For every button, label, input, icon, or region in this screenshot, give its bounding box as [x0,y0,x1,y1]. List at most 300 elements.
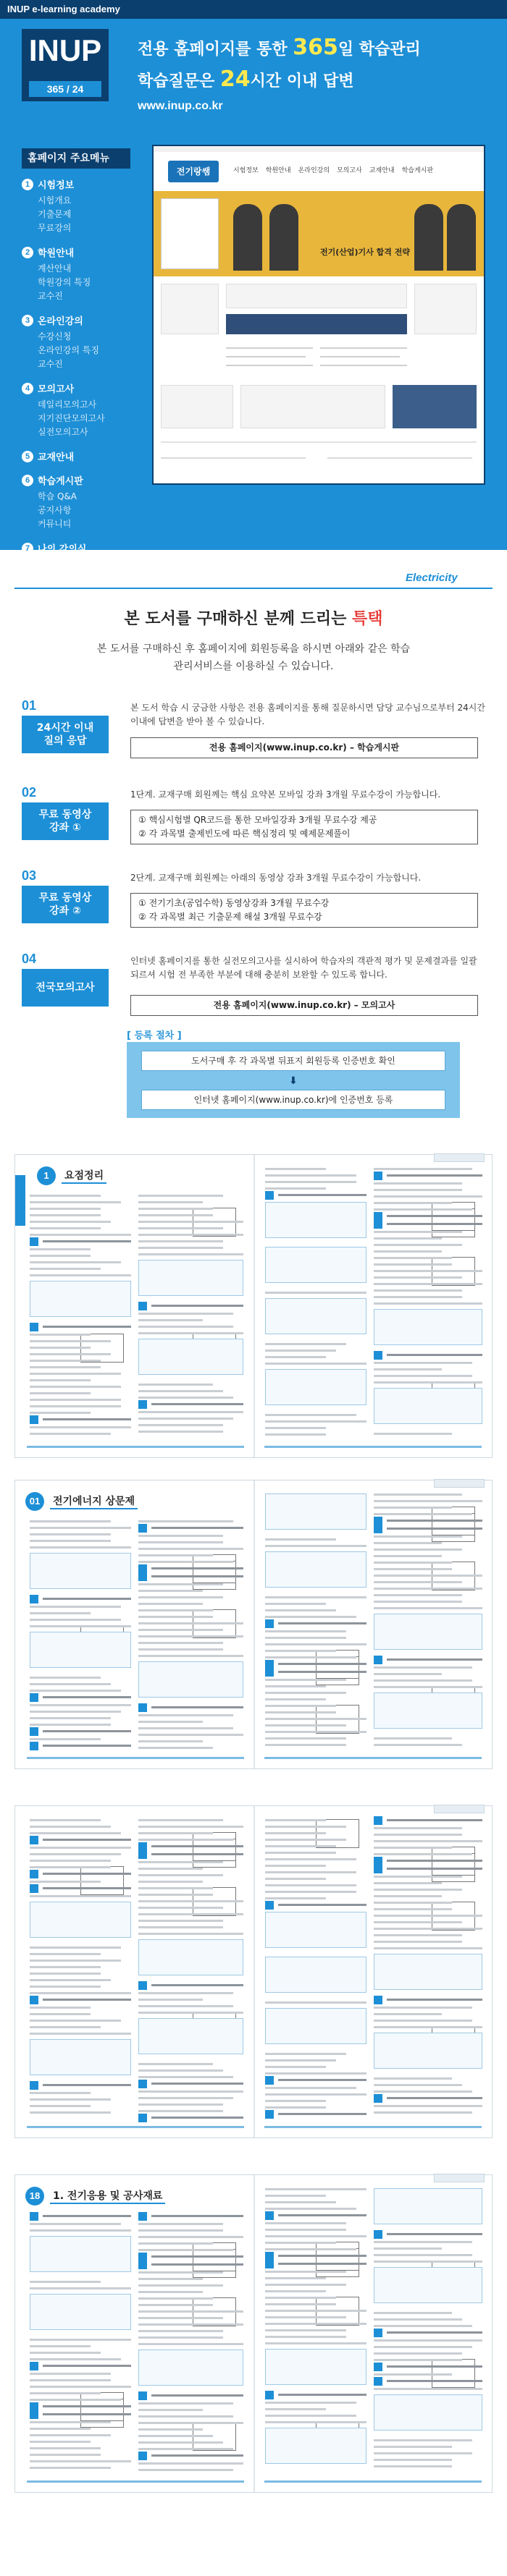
text-line [138,1548,243,1550]
text-line [265,1852,336,1854]
menu-item-label: 시험정보 [38,180,75,191]
text-line [265,1731,366,1733]
site-block [161,385,233,428]
text-line [138,1727,233,1729]
text-line [374,1928,482,1930]
text-line [265,2072,366,2075]
text-line [30,2026,101,2028]
menu-item-label: 학원안내 [38,248,75,259]
text-line [374,1934,462,1936]
benefit-label [22,886,109,923]
question-text-line [387,1819,482,1821]
menu-item-label: 교재안내 [38,452,75,463]
text-line [374,1921,462,1923]
text-line [374,2452,472,2454]
question-text-line [43,1999,131,2001]
text-line [374,1433,452,1435]
question-number-marker [138,1400,147,1409]
question-text-line [387,1223,482,1225]
text-line [374,1182,462,1185]
text-line [138,2428,203,2431]
question-number-marker [138,2080,147,2088]
text-line [265,2408,326,2410]
menu-number-badge: 6 [22,475,33,486]
site-block [240,385,385,428]
benefits-title-highlight: 특택 [352,610,383,628]
question-number-marker [265,2391,274,2399]
text-line [374,2373,452,2376]
text-line [138,1332,243,1334]
text-line [374,1568,452,1570]
text-line [265,1414,356,1416]
question-text-line [43,1887,131,1889]
text-line [30,1214,101,1216]
text-line [30,2229,131,2232]
question-number-marker [374,1656,382,1664]
text-line [138,1561,233,1563]
site-blue-strip [226,314,407,334]
question-text-line [387,2380,482,2382]
question-number-marker [138,2452,147,2460]
chapter-number: 18 [25,2187,44,2206]
text-line [265,1858,356,1860]
text-line [30,1711,121,1713]
question-number-marker [30,1836,38,1844]
benefit-label-line: 전국모의고사 [35,982,95,993]
text-line [374,1231,462,1233]
text-line [30,1966,101,1968]
chapter-number: 1 [37,1166,56,1185]
benefit-label-line: 24시간 이내 [36,722,94,734]
text-line [138,2304,213,2306]
text-line [265,2222,346,2224]
question-number-marker [30,1727,38,1736]
text-line [138,1992,233,1994]
text-line [138,2097,233,2099]
site-nav-item: 모의고사 [337,167,362,174]
text-line [30,1366,101,1368]
benefit-text: 본 도서 학습 시 궁금한 사항은 전용 홈페이지를 통해 질문하시면 담당 교수님으로부터 24시간 이내에 답변을 받아 볼 수 있습니다. [130,703,485,726]
menu-subitem[interactable]: 지기진단모의고사 [38,413,105,423]
question-number-marker [374,2329,382,2337]
question-number-marker [138,1850,147,1859]
benefit-item-01 [22,698,485,767]
page-tab [434,1153,485,1162]
problem-box [265,1298,366,1334]
text-line [138,1907,223,1909]
text-line [265,1356,326,1358]
text-line [374,1381,482,1384]
question-text-line [43,2215,131,2217]
text-line [138,1596,223,1598]
text-line [30,2467,111,2469]
question-text-line [387,2331,482,2334]
text-line [374,1494,462,1496]
menu-number-badge: 3 [22,315,33,326]
headline-number: 24 [219,67,251,92]
menu-subitem[interactable]: 교수진 [38,291,63,301]
text-line [374,1270,482,1272]
problem-box [138,2018,243,2054]
text-line [138,2229,223,2232]
text-line [138,1714,233,1716]
problem-box [374,1692,482,1729]
chapter-heading [25,2187,165,2206]
text-line [30,1208,101,1210]
text-line [138,1583,223,1585]
problem-box [374,1614,482,1650]
text-line [265,2402,356,2404]
question-text-line [151,1984,243,1986]
text-line [30,1619,121,1621]
menu-subitem[interactable]: 커뮤니티 [38,519,72,529]
text-line [265,1343,346,1345]
text-line [30,1353,111,1355]
menu-item-label: 학습게시판 [38,476,83,487]
menu-item-label: 모의고사 [38,384,75,395]
text-line [30,2007,91,2009]
menu-item[interactable] [22,381,130,395]
text-line [265,2093,366,2096]
text-line [138,1431,223,1433]
text-line [374,2090,472,2093]
text-line [30,1866,111,1868]
site-nav-item: 학습게시판 [401,167,434,174]
question-number-marker [30,1415,38,1424]
text-line [374,1276,462,1279]
question-text-line [43,1839,131,1841]
text-line [138,1326,233,1328]
question-text-line [278,1663,366,1665]
text-line [265,1168,326,1170]
text-line [30,2352,101,2354]
text-line [30,2358,121,2360]
page-gutter [254,1480,255,1768]
text-line [374,2247,442,2250]
text-line [374,2261,482,2263]
text-line [265,2066,326,2068]
question-number-marker [374,1172,382,1180]
menu-item-label: 나의 강의실 [38,544,87,555]
menu-item[interactable] [22,473,130,487]
text-line [138,2242,213,2245]
text-line [265,1737,346,1740]
text-line [138,2343,243,2345]
text-line [138,1313,233,1315]
chapter-title: 1. 전기응용 및 공사재료 [50,2188,165,2204]
text-line [138,2317,223,2319]
problem-box [374,2033,482,2069]
question-text-line [151,2394,243,2397]
menu-group [22,313,130,371]
text-line [265,2421,366,2423]
text-line [374,1840,482,1842]
problem-box [265,1202,366,1238]
chapter-title: 요점정리 [62,1168,106,1184]
text-line [265,1819,326,1821]
text-line [138,1418,233,1420]
text-line [30,2386,131,2388]
text-line [374,2312,452,2314]
question-number-marker [138,1572,147,1581]
page-footer-rule [27,2126,244,2128]
text-line [30,1520,111,1522]
question-text-line [278,2079,366,2081]
text-line [265,2323,366,2325]
menu-subitem[interactable]: 학원강의 특징 [38,277,91,287]
benefit-text: 인터넷 홈페이지를 통한 실전모의고사를 실시하여 학습자의 객관적 평가 및 문제결과를 일괄되르셔 시험 전 부족한 부분에 대해 충분히 보완할 수 있도록 합니다. [130,956,477,980]
text-line [265,1891,356,1893]
text-line [138,1214,213,1216]
text-line [265,2316,346,2318]
site-text-line [226,356,306,357]
menu-item[interactable] [22,541,130,555]
question-number-marker [374,1816,382,1825]
text-line [374,1607,482,1609]
text-line [265,1350,336,1352]
text-line [265,2290,326,2292]
text-line [374,1244,462,1246]
question-text-line [43,2084,131,2086]
site-footer-line [327,457,472,459]
text-line [30,1717,111,1719]
page-tab [434,2174,485,2182]
text-line [138,2402,233,2405]
question-text-line [387,1520,482,1522]
question-text-line [151,2263,243,2266]
text-line [30,1540,111,1542]
page-tab [434,1479,485,1488]
question-number-marker [374,1220,382,1229]
text-line [138,1603,203,1605]
text-line [374,1908,452,1910]
question-text-line [151,1845,243,1847]
text-line [30,1360,101,1362]
question-number-marker [30,1884,38,1893]
text-line [30,1881,101,1883]
headline-24 [138,67,354,92]
benefits-title [0,606,507,629]
site-nav [233,165,433,174]
text-line [265,1187,326,1190]
text-line [265,2242,336,2244]
text-line [265,1363,366,1365]
site-nav-item: 교재안내 [369,167,395,174]
arrow-down-icon: ⬇ [289,1075,298,1087]
text-line [374,1289,462,1292]
text-line [265,1839,346,1841]
menu-subitem[interactable]: 시험개요 [38,195,72,206]
menu-number-badge: 2 [22,247,33,258]
menu-subitem[interactable]: 온라인강의 특징 [38,345,99,355]
benefit-label-line: 강좌 ② [49,905,81,917]
problem-box [374,1309,482,1345]
text-line [30,2379,111,2381]
text-line [138,2271,223,2274]
question-number-marker [374,1865,382,1873]
text-line [30,2281,101,2283]
chapter-heading [37,1166,106,1185]
menu-subitem[interactable]: 공지사항 [38,505,72,515]
text-line [30,1959,121,1962]
text-line [374,1737,452,1740]
text-line [138,1861,223,1863]
site-hero-text: 전기(산업)기사 합격 전략 [320,247,410,257]
text-line [138,2103,223,2106]
text-line [374,2020,472,2022]
menu-subitem[interactable]: 실전모의고사 [38,427,88,437]
text-line [30,2287,131,2289]
section-label: Electricity [406,572,458,584]
text-line [138,1874,223,1876]
text-line [138,1208,213,1210]
menu-subitem[interactable]: 데일리모의고사 [38,399,97,410]
text-line [138,2005,233,2007]
site-promo-box [393,385,477,428]
text-line [30,2098,111,2101]
text-line [138,2310,243,2313]
text-line [265,2195,326,2197]
text-line [138,2278,203,2280]
text-line [374,2359,462,2361]
problem-box [374,1954,482,1990]
question-text-line [278,1671,366,1673]
chapter-title: 전기에너지 상문제 [50,1494,138,1509]
site-topbar [154,146,484,152]
text-line [374,1895,442,1897]
chapter-tab [15,1175,25,1226]
problem-box [265,1369,366,1405]
text-line [138,1397,233,1399]
text-line [30,1973,101,1975]
text-line [138,1926,223,1928]
menu-subitem[interactable]: 학습 Q&A [38,491,77,501]
question-number-marker [138,2391,147,2400]
problem-box [265,1912,366,1948]
text-line [265,1724,346,1726]
text-line [138,2448,233,2450]
text-line [374,1513,472,1515]
text-line [265,1427,326,1429]
question-number-marker [30,2081,38,2090]
text-line [30,2111,111,2114]
menu-item[interactable] [22,313,130,327]
text-line [374,1368,442,1370]
text-line [374,1208,472,1211]
benefits-intro: 본 도서를 구매하신 후 홈페이지에 회원등록을 하시면 아래와 같은 학습 관리서비스를 이용하실 수 있습니다. [96,643,411,672]
text-line [138,1616,213,1618]
text-line [138,2069,223,2072]
text-line [265,1292,366,1294]
benefit-number: 01 [22,698,37,713]
text-line [265,1545,366,1547]
page-footer-rule [264,1757,482,1759]
menu-subitem[interactable]: 교수진 [38,359,63,369]
text-line [138,1590,203,1592]
site-text-line [320,365,407,366]
question-text-line [43,1240,131,1242]
text-line [30,1379,91,1381]
benefit-box [130,810,478,844]
text-line [374,1362,472,1364]
question-number-marker [265,1619,274,1628]
site-nav-item: 학원안내 [265,167,291,174]
text-line [374,1889,462,1891]
text-line [30,2092,91,2094]
menu-subitem[interactable]: 기출문제 [38,209,72,219]
text-line [265,2303,336,2305]
text-line [138,1384,213,1386]
text-line [374,1202,452,1204]
text-line [138,1747,213,1749]
benefit-label-line: 강좌 ① [49,822,81,834]
headline-text: 전용 홈페이지를 통한 [138,41,293,59]
text-line [374,1535,462,1538]
text-line [374,2459,452,2461]
benefit-label [22,969,109,1007]
text-line [138,2090,243,2093]
text-line [265,1845,336,1847]
book-spread-problems [14,1805,493,2138]
text-line [30,1533,111,1535]
menu-number-badge: 7 [22,543,33,554]
menu-number-badge: 1 [22,179,33,190]
question-number-marker [374,2230,382,2239]
text-line [265,1609,336,1611]
text-line [265,2310,366,2312]
banner-url[interactable]: www.inup.co.kr [138,100,223,112]
text-line [138,2297,213,2300]
menu-item[interactable] [22,177,130,191]
benefit-box-line: ② 각 과목별 최근 기출문제 해설 3개월 무료수강 [138,912,322,922]
text-line [265,2248,356,2250]
problem-box [265,2008,366,2044]
page-footer-rule [264,2126,482,2128]
text-line [138,1868,203,1870]
text-line [30,1527,131,1529]
text-line [138,1642,223,1644]
question-text-line [151,2255,243,2258]
text-line [138,1913,243,1915]
text-line [30,2428,91,2430]
text-line [138,1609,213,1611]
menu-item[interactable] [22,245,130,259]
text-line [30,1373,121,1375]
text-line [30,1399,121,1401]
menu-subitem[interactable]: 무료강의 [38,223,72,233]
teacher-photo [233,204,262,271]
menu-item[interactable] [22,449,130,463]
menu-subitem[interactable]: 수강신청 [38,331,72,342]
benefit-label-line: 질의 응답 [43,735,87,747]
text-line [138,2223,223,2225]
benefit-item-04 [22,952,485,1024]
text-line [374,2077,452,2080]
text-line [138,1721,203,1723]
text-line [374,2013,442,2015]
site-login-panel [161,198,219,269]
text-line [138,1253,243,1255]
menu-subitem[interactable]: 계산안내 [38,263,72,274]
text-line [374,1666,472,1669]
benefit-text: 1단계. 교재구매 회원께는 핵심 요약본 모바일 강좌 3개월 무료수강이 가능합니다. [130,789,441,800]
text-line [374,2084,462,2086]
text-line [30,2345,91,2347]
problem-box [138,1939,243,1975]
question-text-line [43,2365,131,2367]
text-line [30,2013,91,2015]
headline-text: 시간 이내 답변 [250,72,354,90]
